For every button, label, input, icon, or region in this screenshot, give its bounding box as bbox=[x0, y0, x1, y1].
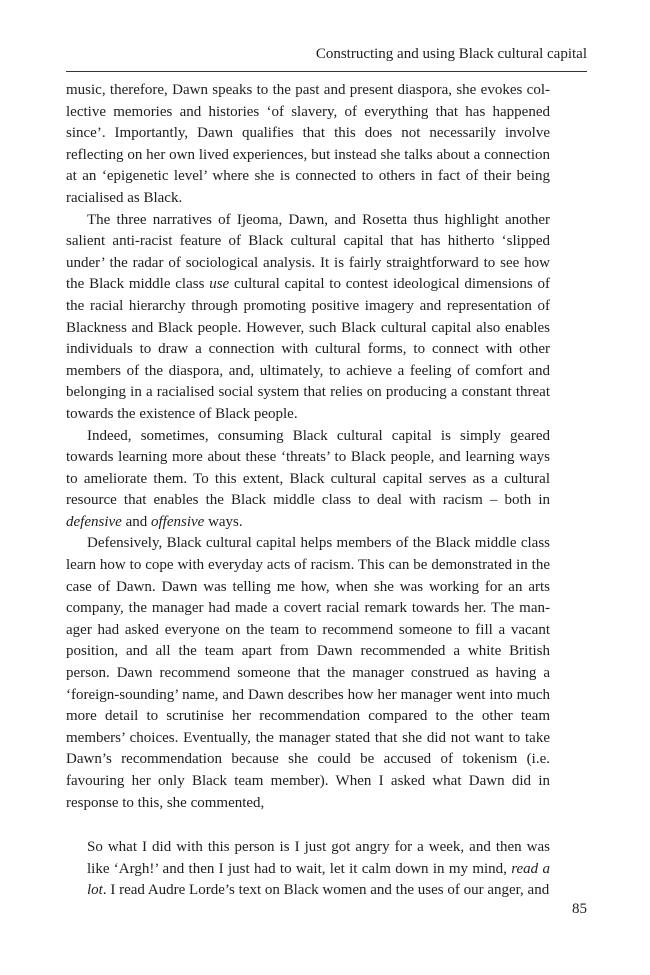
paragraph bbox=[66, 210, 550, 426]
text-run: and bbox=[121, 513, 151, 530]
paragraph bbox=[66, 533, 550, 814]
page-number: 85 bbox=[572, 901, 587, 917]
emphasis: offensive bbox=[150, 513, 205, 530]
text-run: So what I did with this person is I just got angry for a week, and then was like ‘Argh!’ and then I just had to wait, let it calm down in my mind, bbox=[87, 839, 550, 877]
text-run: cultural capital to contest ideological dimensions of the racial hierarchy through promoting positive imagery and representation of Blackness and Black people. However, such Black cultural capital also enables individuals to draw a connection with cultural forms, to connect with other members of the diaspora, and, ultimately, to achieve a feeling of comfort and belonging in a racialised social system that relies on producing a constant threat towards the existence of Black people. bbox=[66, 276, 550, 422]
paragraph bbox=[66, 80, 550, 210]
paragraph bbox=[66, 426, 550, 534]
text-run: Indeed, sometimes, consuming Black cultural capital is simply geared towards learning more about these ‘threats’ to Black people, and learning ways to ameliorate them. To this extent, Black cultural capital serves as a cultural resource that enables the Black middle class to deal with racism – both in bbox=[66, 427, 550, 509]
body-text bbox=[66, 80, 550, 902]
emphasis: read a lot bbox=[87, 860, 550, 899]
text-run: ways. bbox=[204, 513, 243, 530]
text-run: Defensively, Black cultural capital helps members of the Black middle class learn how to cope with everyday acts of racism. This can be demonstrated in the case of Dawn. Dawn was telling me how, when she was working for an arts company, the manager had made a covert racial remark towards her. The manager had asked everyone on the team to recommend someone to fill a vacant position, and all the team apart from Dawn recommended a white British person. Dawn recommend someone that the manager construed as having a ‘foreign-sounding’ name, and Dawn describes how her manager went into much more detail to scrutinise her recommendation compared to the other team members’ choices. Eventually, the manager stated that she did not want to take Dawn’s recommendation because she could be accused of tokenism (i.e. favouring her only Black team member). When I asked what Dawn did in response to this, she commented, bbox=[66, 535, 550, 811]
header-rule bbox=[66, 71, 587, 72]
emphasis: defensive bbox=[66, 513, 122, 530]
text-run: music, therefore, Dawn speaks to the past and present diaspora, she evokes collective memories and histories ‘of slavery, of everything that has happened since’. Importantly, Dawn qualifies that this does not necessarily involve reflecting on her own lived experiences, but instead she talks about a connection at an ‘epigenetic level’ where she is connected to others in fact of their being racialised as Black. bbox=[66, 82, 550, 206]
text-run: . I read Audre Lorde’s text on Black women and the uses of our anger, and bbox=[102, 882, 550, 899]
running-head: Constructing and using Black cultural capital bbox=[315, 46, 587, 62]
block-quote bbox=[87, 837, 550, 902]
emphasis: use bbox=[209, 276, 230, 293]
text-run: The three narratives of Ijeoma, Dawn, and Rosetta thus highlight another salient anti-racist feature of Black cultural capital that has hitherto ‘slipped under’ the radar of sociological analysis. It is fairly straightforward to see how the Black middle class bbox=[66, 211, 550, 293]
